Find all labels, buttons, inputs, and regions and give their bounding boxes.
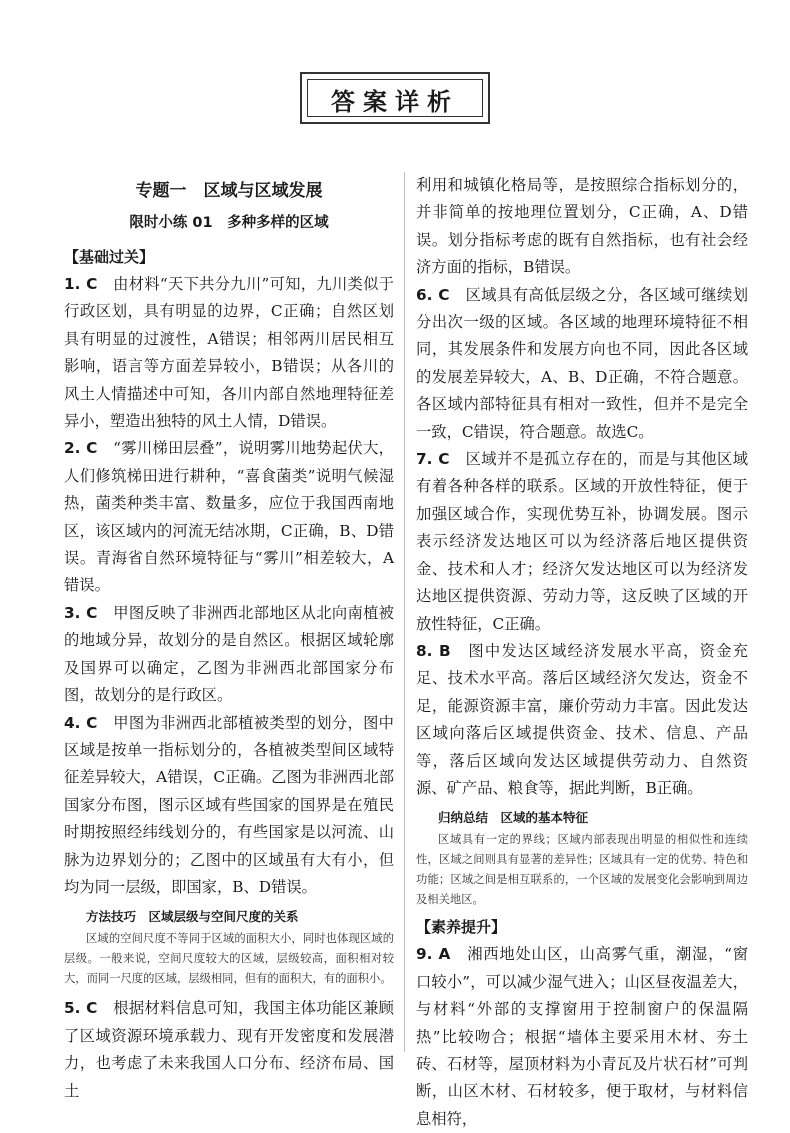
- left-column: [64, 172, 394, 1105]
- answer-6: [416, 282, 748, 446]
- answer-4: [64, 710, 394, 902]
- answer-5: [64, 995, 394, 1105]
- answer-7-key: 7. C: [416, 450, 450, 469]
- answer-5-text: 根据材料信息可知，我国主体功能区兼顾了区域资源环境承载力、现有开发密度和发展潜力，也考虑了未来我国人口分布、经济布局、国土: [64, 999, 394, 1100]
- column-divider: [404, 172, 405, 1052]
- answer-4-key: 4. C: [64, 713, 98, 732]
- method-tip-title: 方法技巧 区域层级与空间尺度的关系: [86, 909, 299, 925]
- answer-6-key: 6. C: [416, 285, 450, 304]
- summary-tip-body: 区域具有一定的界线；区域内部表现出明显的相似性和连续性，区域之间则具有显著的差异性；区域具有一定的优势、特色和功能；区域之间是相互联系的，一个区域的发展变化会影响到周边及相关地区。: [416, 833, 748, 907]
- answer-8-key: 8. B: [416, 641, 451, 660]
- page-title: 答案详析: [331, 87, 459, 116]
- answer-1-text: 由材料“天下共分九川”可知，九川类似于行政区划，具有明显的边界，C正确；自然区划具有明显的过渡性，A错误；相邻两川居民相互影响，语言等方面差异较小，B错误；从各川的风土人情描述中可知，各川内部自然地理特征差异小，塑造出独特的风土人情，D错误。: [64, 275, 394, 431]
- answer-7-text: 区域并不是孤立存在的，而是与其他区域有着各种各样的联系。区域的开放性特征，便于加强区域合作，实现优势互补，协调发展。图示表示经济发达地区可以为经济落后地区提供资金、技术和人才；经济欠发达地区可以为经济发达地区提供资源、劳动力等，这反映了区域的开放性特征，C正确。: [416, 450, 748, 633]
- answer-3: [64, 600, 394, 710]
- answer-1: [64, 271, 394, 435]
- method-tip-body: 区域的空间尺度不等同于区域的面积大小，同时也体现区域的层级。一般来说，空间尺度较大的区域，层级较高，面积相对较大，而同一尺度的区域，层级相同，但有的面积大，有的面积小。: [64, 932, 394, 986]
- answer-3-key: 3. C: [64, 603, 98, 622]
- summary-tip-title: 归纳总结 区域的基本特征: [438, 810, 589, 826]
- section-basic: 【基础过关】: [64, 248, 155, 266]
- answer-8: [416, 638, 748, 802]
- answer-3-text: 甲图反映了非洲西北部地区从北向南植被的地域分异，故划分的是自然区。根据区域轮廓及国界可以确定，乙图为非洲西北部国家分布图，故划分的是行政区。: [64, 603, 394, 705]
- answer-6-text: 区域具有高低层级之分，各区域可继续划分出次一级的区域。各区域的地理环境特征不相同，其发展条件和发展方向也不同，因此各区域的发展差异较大，A、B、D正确，不符合题意。各区域内部特征具有相对一致性，但并不是完全一致，C错误，符合题意。故选C。: [416, 285, 748, 441]
- answer-2: [64, 435, 394, 599]
- topic-heading: 专题一 区域与区域发展: [135, 181, 323, 201]
- answer-7: [416, 446, 748, 638]
- right-column: [416, 172, 748, 1133]
- answer-9-key: 9. A: [416, 945, 451, 964]
- answer-5-continued: 利用和城镇化格局等，是按照综合指标划分的，并非简单的按地理位置划分，C正确，A、D错误。划分指标考虑的既有自然指标，也有社会经济方面的指标，B错误。: [416, 176, 748, 277]
- section-advanced: 【素养提升】: [416, 918, 507, 937]
- answer-8-text: 图中发达区域经济发展水平高，资金充足、技术水平高。落后区域经济欠发达，资金不足，能源资源丰富，廉价劳动力丰富。因此发达区域向落后区域提供资金、技术、信息、产品等，落后区域向发达区域提供劳动力、自然资源、矿产品、粮食等，据此判断，B正确。: [416, 641, 748, 797]
- answer-4-text: 甲图为非洲西北部植被类型的划分，图中区域是按单一指标划分的，各植被类型间区域特征差异较大，A错误，C正确。乙图为非洲西北部国家分布图，图示区域有些国家的国界是在殖民时期按照经纬线划分的，有些国家是以河流、山脉为边界划分的；乙图中的区域虽有大有小，但均为同一层级，即国家，B、D错误。: [64, 713, 394, 896]
- answer-2-key: 2. C: [64, 439, 98, 458]
- answer-9: [416, 941, 748, 1133]
- answer-5-key: 5. C: [64, 999, 98, 1018]
- answer-2-text: “雾川梯田层叠”，说明雾川地势起伏大，人们修筑梯田进行耕种，“喜食菌类”说明气候湿热，菌类种类丰富、数量多，应位于我国西南地区，该区域内的河流无结冰期，C正确，B、D错误。青海省自然环境特征与“雾川”相差较大，A错误。: [64, 439, 394, 595]
- answer-1-key: 1. C: [64, 275, 98, 293]
- exercise-subtitle: 限时小练 01 多种多样的区域: [129, 215, 329, 231]
- answer-9-text: 湘西地处山区，山高雾气重，潮湿，“窗口较小”，可以减少湿气进入；山区昼夜温差大，与材料“外部的支撑窗用于控制窗户的保温隔热”比较吻合；根据“墙体主要采用木材、夯土砖、石材等，屋顶材料为小青瓦及片状石材”可判断，山区木材、石材较多，便于取材，与材料信息相符，: [416, 945, 748, 1128]
- answer-title-frame: [300, 72, 490, 124]
